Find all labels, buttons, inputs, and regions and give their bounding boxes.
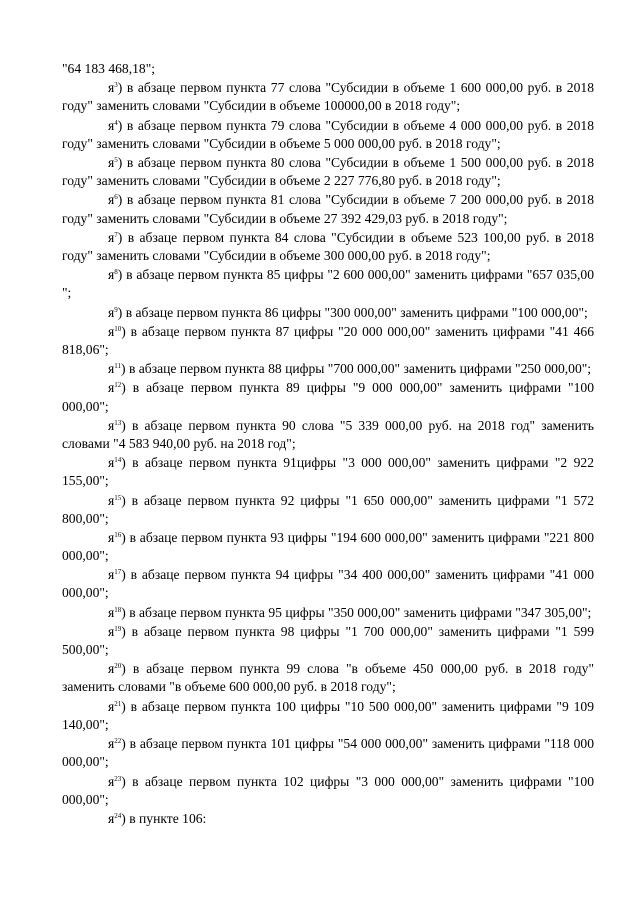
item-text: ) в абзаце первом пункта 80 слова "Субсидии в объеме 1 500 000,00 руб. в 2018 году" заменить словами "Субсидии в объеме 2 227 776,80 руб. в 2018 году"; bbox=[62, 155, 594, 189]
item-letter: я bbox=[108, 80, 115, 96]
amendment-item bbox=[62, 698, 594, 734]
item-letter: я bbox=[108, 361, 115, 377]
item-number: 21 bbox=[114, 699, 122, 708]
amendment-item bbox=[62, 623, 594, 659]
item-letter: я bbox=[108, 117, 115, 133]
item-letter: я bbox=[108, 380, 115, 396]
item-text: ) в абзаце первом пункта 99 слова "в объеме 450 000,00 руб. в 2018 году" заменить словами "в объеме 600 000,00 руб. в 2018 году"; bbox=[62, 661, 594, 695]
item-letter: я bbox=[108, 567, 115, 583]
item-number: 13 bbox=[114, 418, 122, 427]
item-number: 19 bbox=[114, 625, 122, 633]
item-letter: я bbox=[108, 736, 115, 752]
item-number: 24 bbox=[114, 811, 122, 820]
item-letter: я bbox=[108, 267, 115, 283]
amendment-item bbox=[62, 154, 594, 190]
amendment-item bbox=[62, 191, 594, 227]
item-letter: я bbox=[108, 323, 115, 339]
item-number: 17 bbox=[114, 568, 122, 577]
amendment-item bbox=[62, 492, 594, 528]
item-number: 20 bbox=[114, 662, 122, 671]
item-number: 6 bbox=[114, 193, 118, 202]
item-text: ) в абзаце первом пункта 87 цифры "20 000 000,00" заменить цифрами "41 466 818,06"; bbox=[62, 323, 594, 357]
item-number: 14 bbox=[114, 456, 122, 465]
item-text: ) в абзаце первом пункта 101 цифры "54 000 000,00" заменить цифрами "118 000 000,00"; bbox=[62, 736, 594, 770]
item-text: ) в абзаце первом пункта 93 цифры "194 600 000,00" заменить цифрами "221 800 000,00"; bbox=[62, 529, 594, 564]
document-body bbox=[62, 60, 594, 829]
amendment-item bbox=[62, 360, 594, 378]
item-text: ) в абзаце первом пункта 90 слова "5 339 000,00 руб. на 2018 год" заменить словами "4 583 940,00 руб. на 2018 год"; bbox=[62, 417, 594, 451]
item-letter: я bbox=[108, 698, 115, 714]
item-number: 5 bbox=[114, 156, 118, 165]
item-number: 23 bbox=[114, 774, 122, 783]
amendment-item bbox=[62, 529, 594, 565]
item-number: 16 bbox=[114, 530, 122, 539]
amendment-list bbox=[62, 79, 594, 828]
amendment-item bbox=[62, 79, 594, 115]
item-text: ) в абзаце первом пункта 102 цифры "3 000 000,00" заменить цифрами "100 000,00"; bbox=[62, 773, 594, 807]
item-number: 11 bbox=[114, 362, 122, 371]
item-text: ) в абзаце первом пункта 94 цифры "34 400 000,00" заменить цифрами "41 000 000,00"; bbox=[62, 567, 594, 601]
item-text: ) в абзаце первом пункта 79 слова "Субсидии в объеме 4 000 000,00 руб. в 2018 году" заменить словами "Субсидии в объеме 5 000 000,00 руб. в 2018 году"; bbox=[62, 117, 594, 151]
item-letter: я bbox=[108, 810, 115, 826]
item-letter: я bbox=[108, 773, 115, 789]
item-number: 3 bbox=[114, 81, 118, 90]
item-number: 22 bbox=[114, 737, 122, 746]
item-letter: я bbox=[108, 304, 115, 320]
item-number: 8 bbox=[114, 268, 118, 277]
item-text: ) в абзаце первом пункта 89 цифры "9 000 000,00" заменить цифрами "100 000,00"; bbox=[62, 380, 594, 414]
amendment-item bbox=[62, 566, 594, 602]
item-number: 7 bbox=[114, 230, 118, 239]
item-text: ) в абзаце первом пункта 91цифры "3 000 000,00" заменить цифрами "2 922 155,00"; bbox=[62, 455, 594, 489]
amendment-item bbox=[62, 454, 594, 490]
item-text: ) в абзаце первом пункта 95 цифры "350 000,00" заменить цифрами "347 305,00"; bbox=[121, 604, 592, 620]
item-text: ) в абзаце первом пункта 86 цифры "300 000,00" заменить цифрами "100 000,00"; bbox=[117, 304, 588, 320]
item-number: 15 bbox=[114, 493, 122, 502]
item-letter: я bbox=[108, 229, 115, 245]
item-letter: я bbox=[108, 624, 115, 639]
item-letter: я bbox=[108, 155, 115, 171]
item-letter: я bbox=[108, 661, 115, 677]
item-number: 9 bbox=[114, 305, 118, 314]
item-letter: я bbox=[108, 417, 115, 433]
item-letter: я bbox=[108, 192, 115, 208]
item-text: ) в пункте 106: bbox=[121, 810, 207, 826]
amendment-item bbox=[62, 323, 594, 359]
amendment-item bbox=[62, 304, 594, 322]
item-text: ) в абзаце первом пункта 85 цифры "2 600 000,00" заменить цифрами "657 035,00 "; bbox=[62, 267, 594, 301]
amendment-item bbox=[62, 229, 594, 265]
item-text: ) в абзаце первом пункта 92 цифры "1 650 000,00" заменить цифрами "1 572 800,00"; bbox=[62, 492, 594, 526]
item-letter: я bbox=[108, 529, 115, 545]
amendment-item bbox=[62, 266, 594, 302]
amendment-item bbox=[62, 810, 594, 828]
item-letter: я bbox=[108, 604, 115, 620]
item-text: ) в абзаце первом пункта 84 слова "Субсидии в объеме 523 100,00 руб. в 2018 году" заменить словами "Субсидии в объеме 300 000,00 руб. в 2018 году"; bbox=[62, 229, 594, 263]
item-number: 12 bbox=[114, 381, 122, 390]
amendment-item bbox=[62, 117, 594, 153]
item-text: ) в абзаце первом пункта 81 слова "Субсидии в объеме 7 200 000,00 руб. в 2018 году" заменить словами "Субсидии в объеме 27 392 429,03 руб. в 2018 году"; bbox=[62, 192, 594, 226]
first-line: "64 183 468,18"; bbox=[62, 61, 156, 76]
item-text: ) в абзаце первом пункта 77 слова "Субсидии в объеме 1 600 000,00 руб. в 2018 году" заменить словами "Субсидии в объеме 100000,00 в 2018 году"; bbox=[62, 80, 594, 114]
item-letter: я bbox=[108, 492, 115, 508]
item-number: 10 bbox=[114, 324, 122, 333]
item-letter: я bbox=[108, 455, 115, 471]
amendment-item bbox=[62, 660, 594, 696]
amendment-item bbox=[62, 604, 594, 622]
item-number: 18 bbox=[114, 605, 122, 614]
amendment-item bbox=[62, 773, 594, 809]
amendment-item bbox=[62, 379, 594, 415]
amendment-item bbox=[62, 417, 594, 453]
item-text: ) в абзаце первом пункта 100 цифры "10 500 000,00" заменить цифрами "9 109 140,00"; bbox=[62, 698, 594, 732]
amendment-item bbox=[62, 735, 594, 771]
item-number: 4 bbox=[114, 118, 118, 127]
item-text: ) в абзаце первом пункта 88 цифры "700 000,00" заменить цифрами "250 000,00"; bbox=[121, 361, 592, 377]
item-text: ) в абзаце первом пункта 98 цифры "1 700 000,00" заменить цифрами "1 599 500,00"; bbox=[62, 624, 594, 658]
